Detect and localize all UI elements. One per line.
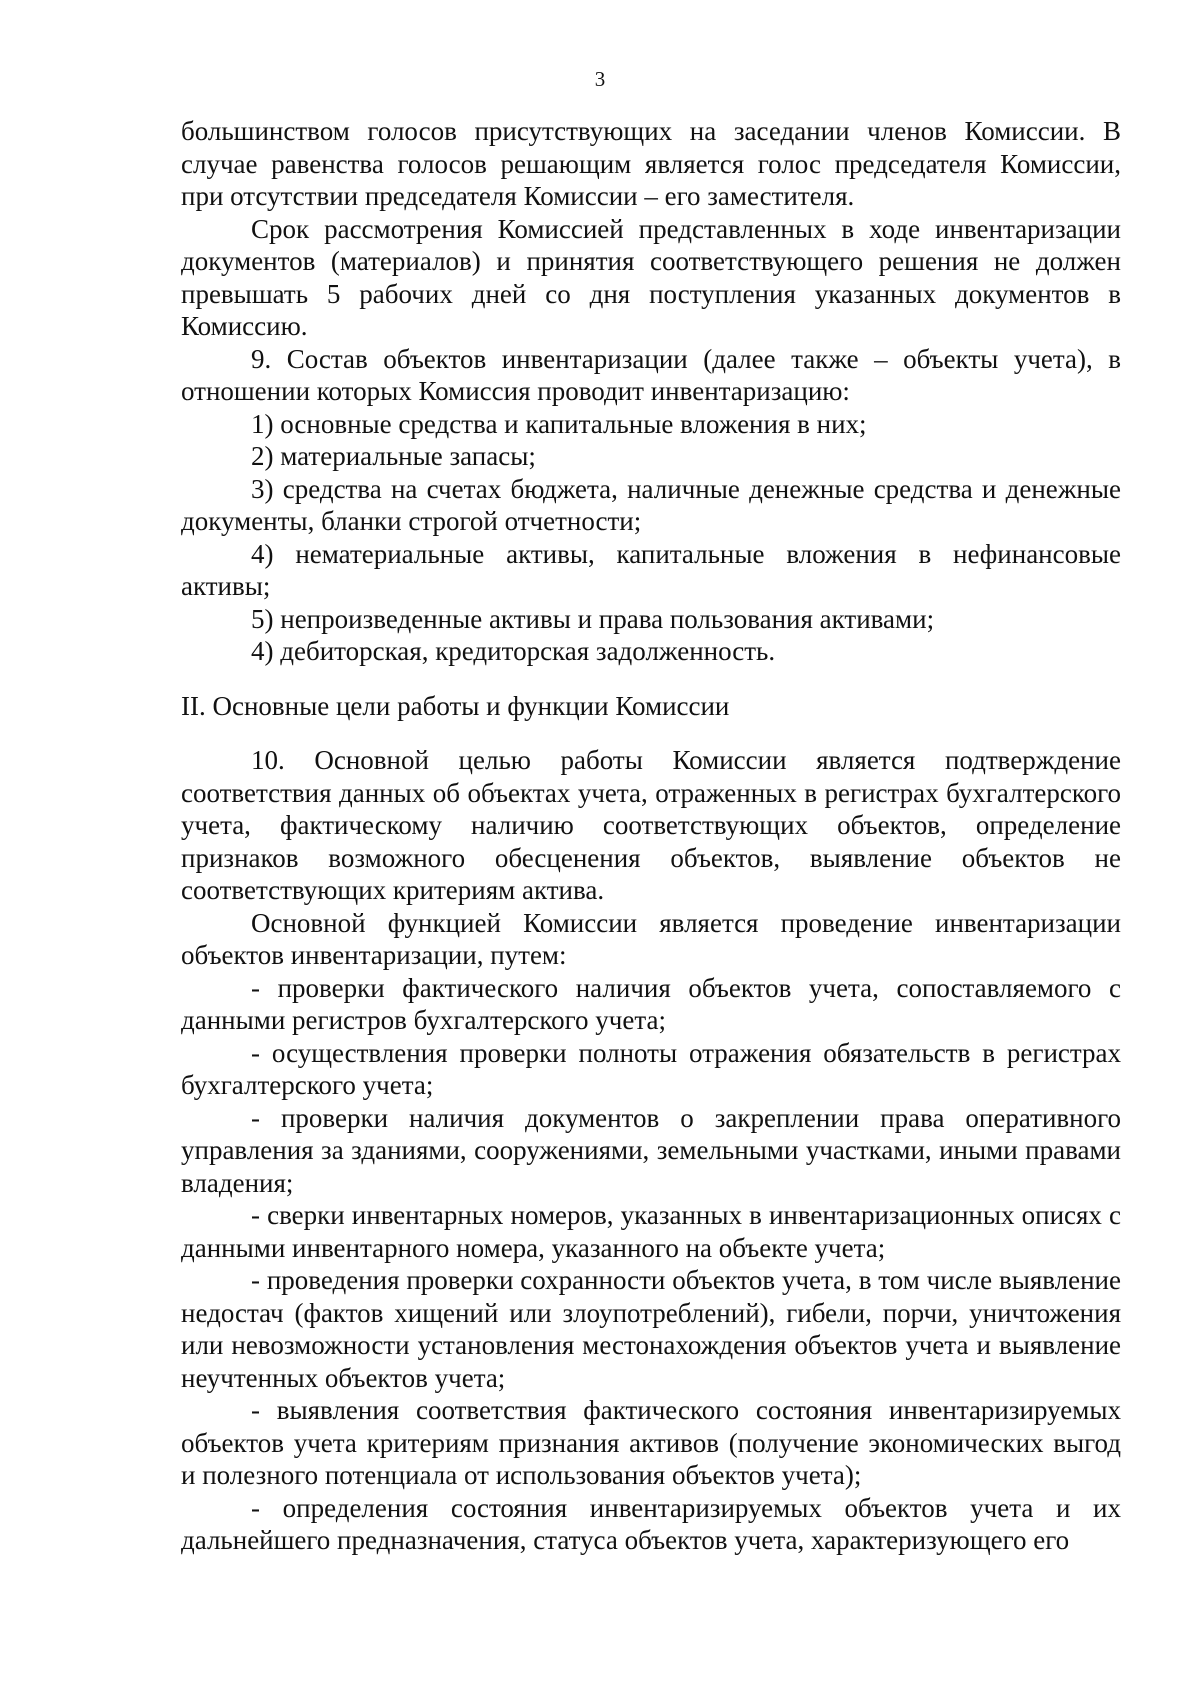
paragraph: - проверки наличия документов о закреплении права оперативного управления за зданиями, сооружениями, земельными участками, иными правами владения; (181, 1102, 1121, 1198)
paragraph: Срок рассмотрения Комиссией представленных в ходе инвентаризации документов (материалов) и принятия соответствующего решения не должен превышать 5 рабочих дней со дня поступления указанных документов в Комиссию. (181, 213, 1121, 341)
paragraph: - выявления соответствия фактического состояния инвентаризируемых объектов учета критериям признания активов (получение экономических выгод и полезного потенциала от использования объектов учета); (181, 1395, 1121, 1490)
paragraph: Основной функцией Комиссии является проведение инвентаризации объектов инвентаризации, путем: (181, 907, 1121, 970)
paragraph: 4) дебиторская, кредиторская задолженность. (251, 636, 776, 666)
section-heading: II. Основные цели работы и функции Комиссии (181, 690, 730, 721)
paragraph: большинством голосов присутствующих на заседании членов Комиссии. В случае равенства голосов решающим является голос председателя Комиссии, при отсутствии председателя Комиссии – его заместителя. (181, 116, 1121, 211)
paragraph: 9. Состав объектов инвентаризации (далее также – объекты учета), в отношении которых Комиссия проводит инвентаризацию: (181, 343, 1121, 406)
paragraph: 5) непроизведенные активы и права пользования активами; (251, 603, 935, 634)
section-i-continuation (181, 115, 1121, 668)
paragraph: - проведения проверки сохранности объектов учета, в том числе выявление недостач (фактов хищений или злоупотреблений), гибели, порчи, уничтожения или невозможности установления местонахождения объектов учета и выявление неучтенных объектов учета; (181, 1265, 1121, 1393)
paragraph: 1) основные средства и капитальные вложения в них; (251, 408, 867, 439)
paragraph: 3) средства на счетах бюджета, наличные денежные средства и денежные документы, бланки строгой отчетности; (181, 473, 1121, 536)
paragraph: 4) нематериальные активы, капитальные вложения в нефинансовые активы; (181, 538, 1121, 601)
paragraph: - осуществления проверки полноты отражения обязательств в регистрах бухгалтерского учета; (181, 1037, 1121, 1100)
paragraph: 2) материальные запасы; (251, 441, 536, 471)
document-body (181, 115, 1121, 1557)
section-ii-body (181, 744, 1121, 1557)
paragraph: - определения состояния инвентаризируемых объектов учета и их дальнейшего предназначения, статуса объектов учета, характеризующего его (181, 1492, 1121, 1555)
paragraph: - проверки фактического наличия объектов учета, сопоставляемого с данными регистров бухгалтерского учета; (181, 972, 1121, 1035)
paragraph: - сверки инвентарных номеров, указанных в инвентаризационных описях с данными инвентарного номера, указанного на объекте учета; (181, 1200, 1121, 1263)
page-number: 3 (594, 67, 606, 91)
paragraph: 10. Основной целью работы Комиссии является подтверждение соответствия данных об объектах учета, отраженных в регистрах бухгалтерского учета, фактическому наличию соответствующих объектов, определение признаков возможного обесценения объектов, выявление объектов не соответствующих критериям актива. (181, 745, 1121, 905)
